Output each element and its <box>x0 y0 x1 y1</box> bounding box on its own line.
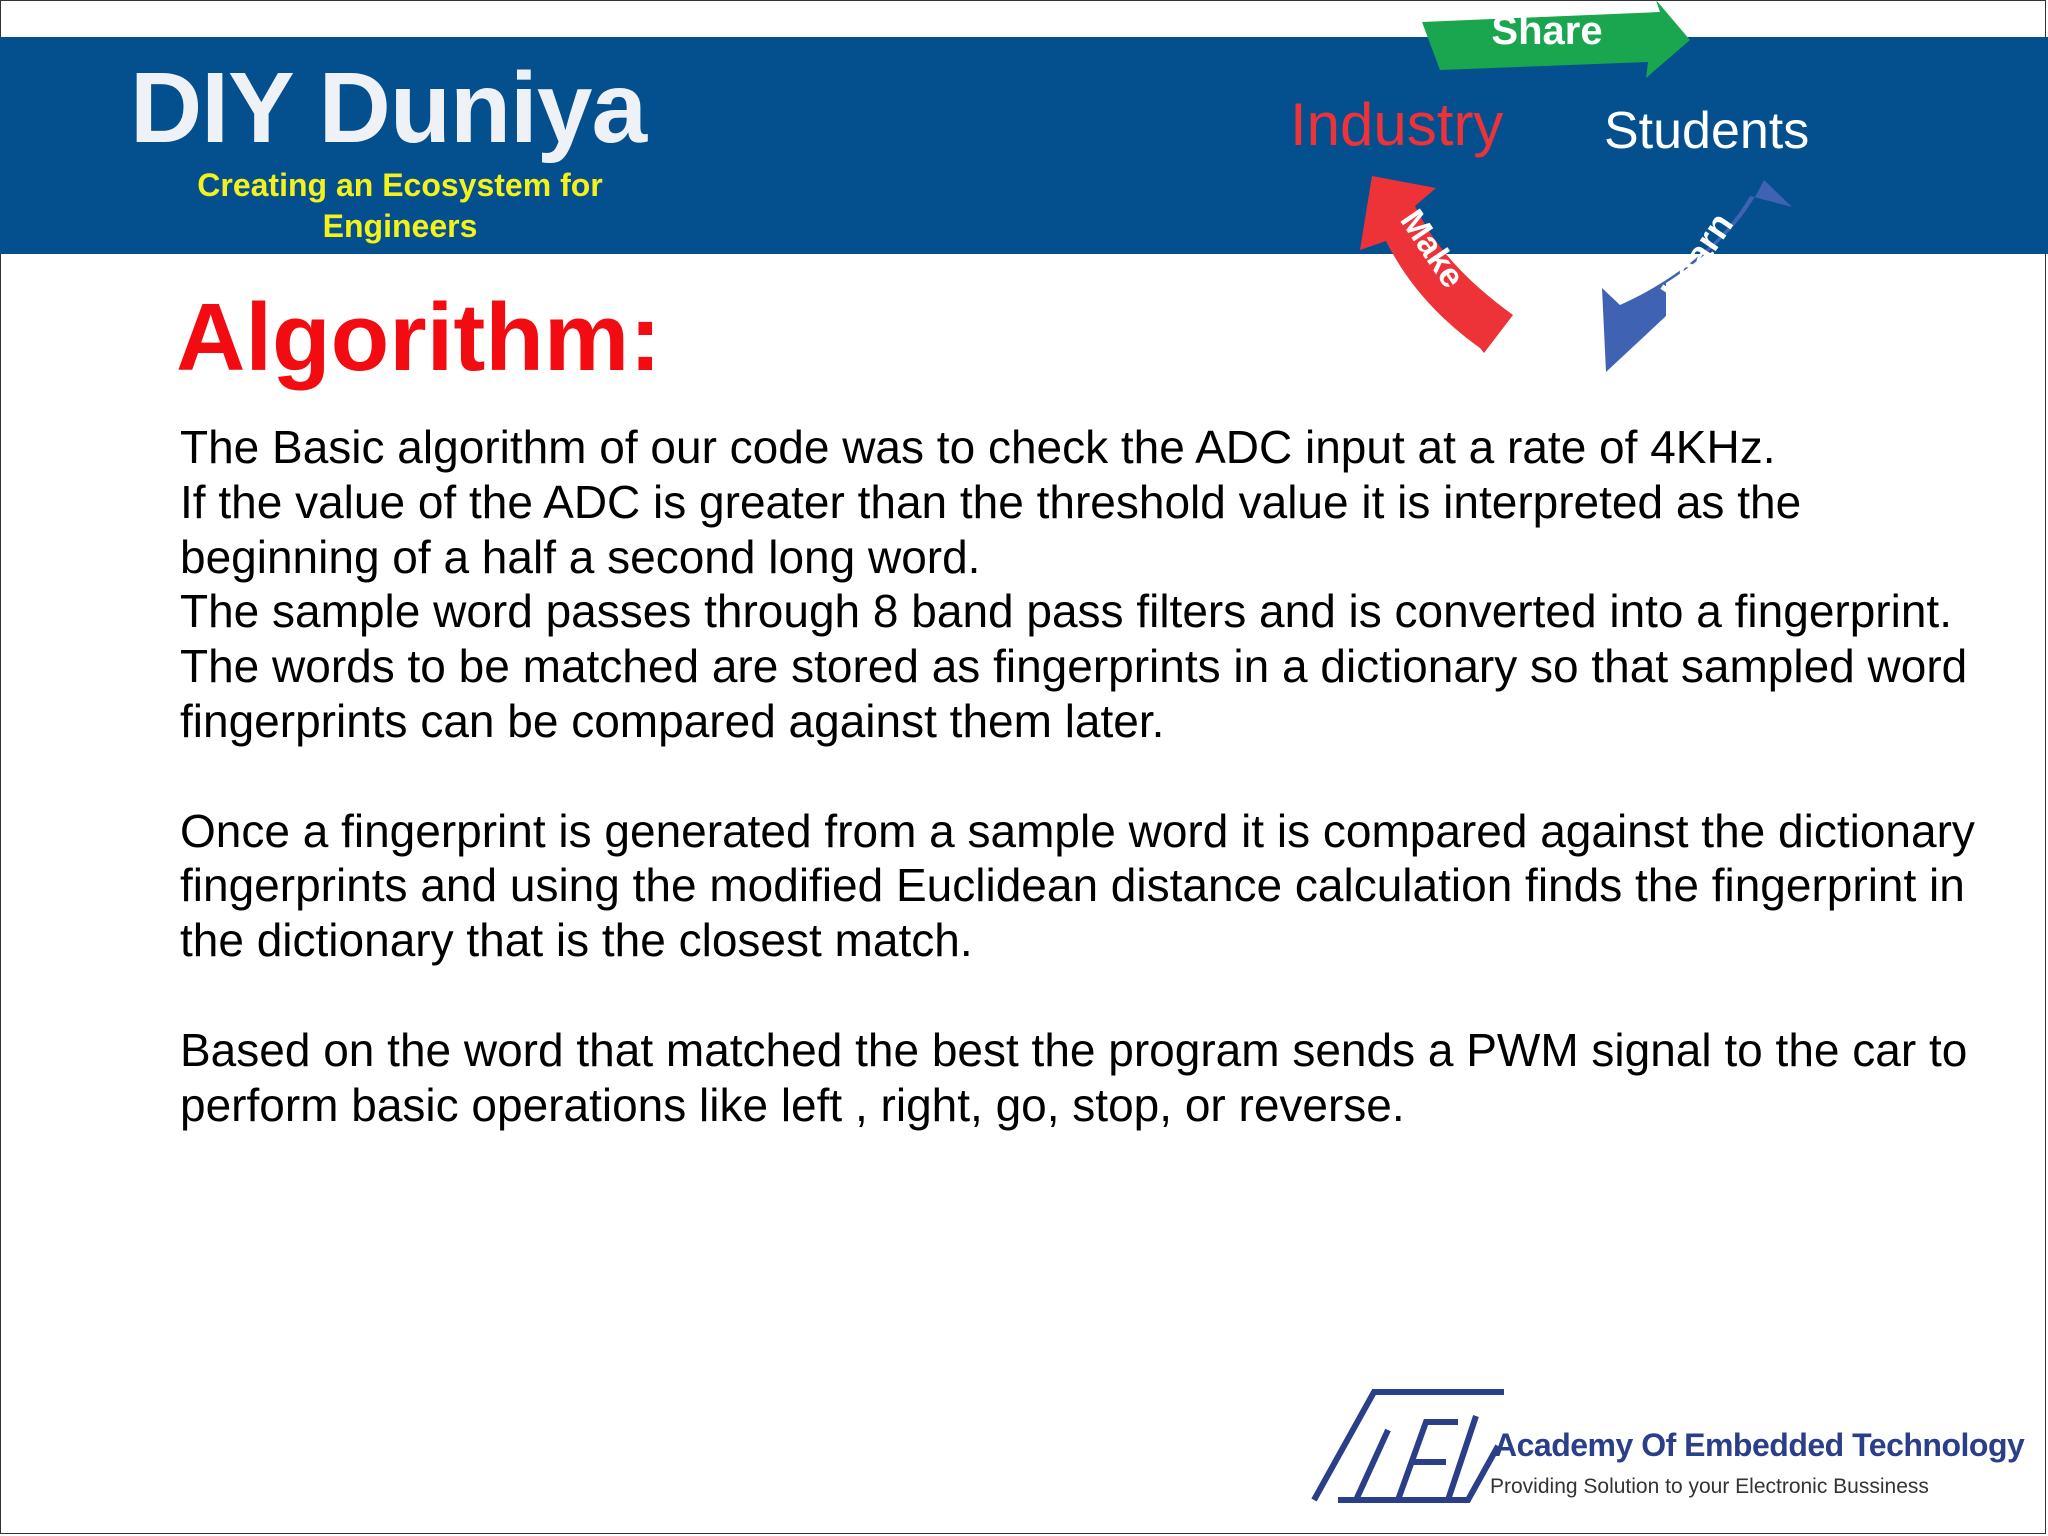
brand-title: DIY Duniya <box>130 52 647 164</box>
make-label: Make <box>1392 202 1472 295</box>
org-tagline: Providing Solution to your Electronic Bussiness <box>1490 1475 1929 1498</box>
org-name: Academy Of Embedded Technology <box>1494 1427 2025 1463</box>
learn-label: Learn <box>1652 204 1742 310</box>
paragraph-spacer <box>180 968 1980 1023</box>
paragraph-pwm: Based on the word that matched the best the program sends a PWM signal to the car to perform basic operations like left , right, go, stop, or reverse. <box>180 1023 1968 1131</box>
paragraph-dictionary: The words to be matched are stored as fingerprints in a dictionary so that sampled word fingerprints can be compared against them later. <box>180 640 1968 747</box>
share-learn-make-cycle-graphic <box>1230 0 1850 400</box>
aet-logo-icon <box>1308 1388 1508 1506</box>
paragraph-adc-rate: The Basic algorithm of our code was to check the ADC input at a rate of 4KHz. <box>180 421 1776 473</box>
share-label: Share <box>1491 9 1603 53</box>
paragraph-spacer <box>180 749 1980 804</box>
paragraph-euclidean: Once a fingerprint is generated from a sample word it is compared against the dictionary fingerprints and using the modified Euclidean distance calculation finds the fingerprint in the dictionary that is the closest match. <box>180 804 1975 967</box>
industry-label: Industry <box>1290 91 1504 158</box>
paragraph-threshold: If the value of the ADC is greater than the threshold value it is interpreted as the beginning of a half a second long word. <box>180 475 1802 583</box>
students-label: Students <box>1604 102 1810 160</box>
slide-body <box>180 420 1980 1132</box>
slide-title: Algorithm: <box>176 284 662 391</box>
brand-tagline: Creating an Ecosystem for Engineers <box>197 167 603 244</box>
paragraph-band-pass: The sample word passes through 8 band pass filters and is converted into a fingerprint. <box>180 585 1952 638</box>
